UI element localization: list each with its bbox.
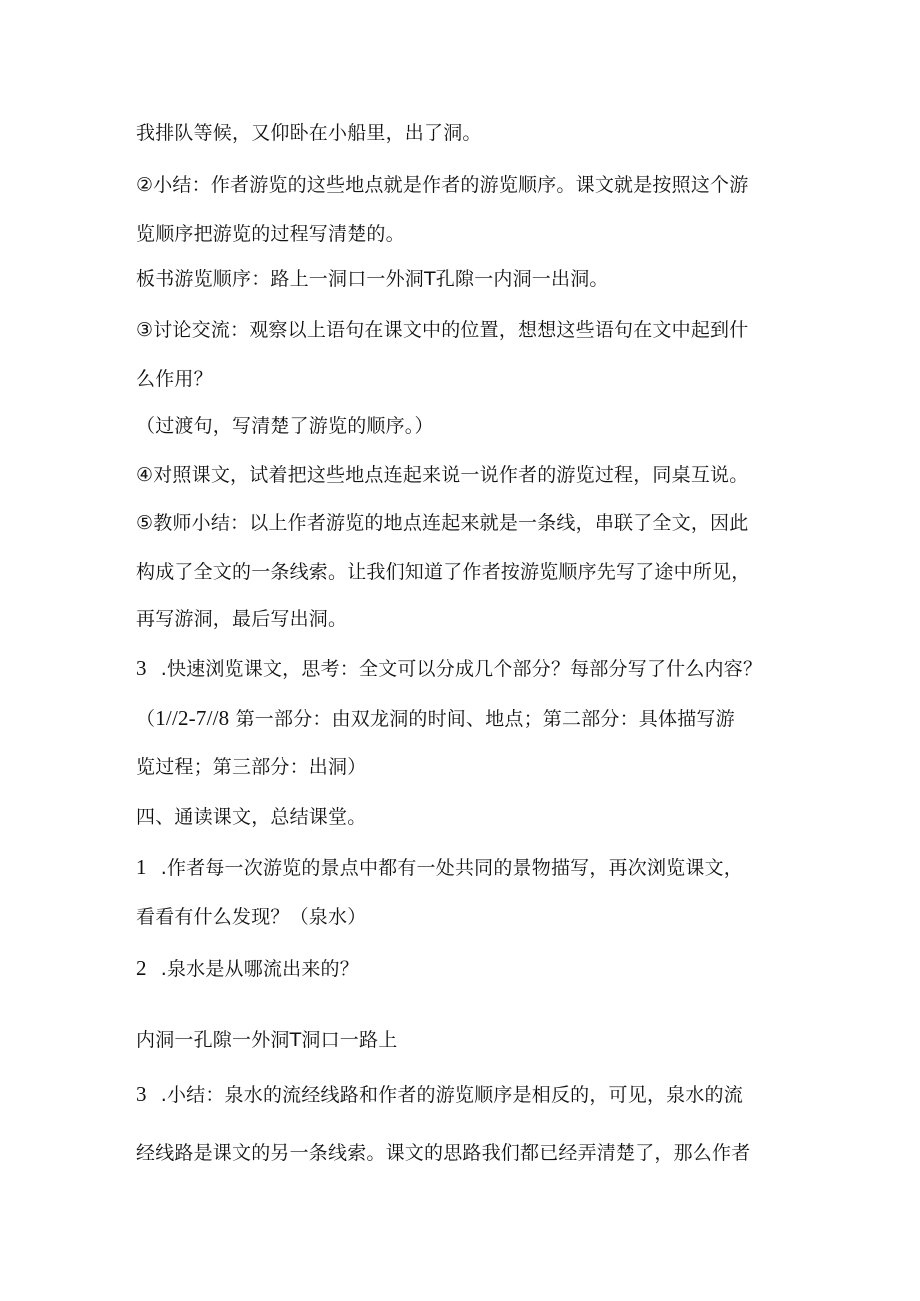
paragraph-line: 览过程；第三部分：出洞）	[136, 756, 367, 778]
item-number: 2	[136, 956, 147, 980]
numbered-item	[136, 855, 743, 880]
paragraph-line: 再写游洞，最后写出洞。	[136, 608, 348, 630]
numbered-item	[136, 956, 359, 981]
item-text: .泉水是从哪流出来的？	[160, 958, 359, 980]
paragraph-line: 么作用？	[136, 368, 213, 390]
paragraph-line: 我排队等候，又仰卧在小船里，出了洞。	[136, 122, 482, 144]
paragraph-line: 看看有什么发现？（泉水）	[136, 906, 367, 928]
numbered-item	[136, 1082, 743, 1107]
paragraph-line: 经线路是课文的另一条线索。课文的思路我们都已经弄清楚了，那么作者	[136, 1142, 751, 1164]
paragraph-line: ②小结：作者游览的这些地点就是作者的游览顺序。课文就是按照这个游	[136, 174, 749, 196]
paragraph-line: （过渡句，写清楚了游览的顺序。）	[136, 415, 434, 437]
paragraph-range: 1//2-7//8	[155, 706, 230, 730]
item-text: .作者每一次游览的景点中都有一处共同的景物描写，再次浏览课文，	[160, 857, 743, 879]
board-note-line: 内洞一孔隙一外洞T洞口一路上	[136, 1029, 398, 1051]
item-text: 第一部分：由双龙洞的时间、地点；第二部分：具体描写游	[235, 708, 735, 730]
paragraph-line: ⑤教师小结：以上作者游览的地点连起来就是一条线，串联了全文，因此	[136, 512, 749, 534]
paragraph-line	[136, 706, 735, 731]
paragraph-line: 构成了全文的一条线索。让我们知道了作者按游览顺序先写了途中所见，	[136, 561, 751, 583]
open-paren: （	[136, 708, 156, 730]
board-note-line: 板书游览顺序：路上一洞口一外洞T孔隙一内洞一出洞。	[136, 268, 609, 290]
paragraph-line: ④对照课文，试着把这些地点连起来说一说作者的游览过程，同桌互说。	[136, 464, 749, 486]
item-text: .快速浏览课文，思考：全文可以分成几个部分？每部分写了什么内容？	[160, 658, 763, 680]
paragraph-line: 览顺序把游览的过程写清楚的。	[136, 223, 405, 245]
item-number: 3	[136, 656, 147, 680]
section-heading: 四、通读课文，总结课堂。	[136, 806, 367, 828]
item-number: 1	[136, 855, 147, 879]
paragraph-line: ③讨论交流：观察以上语句在课文中的位置，想想这些语句在文中起到什	[136, 319, 749, 341]
item-text: .小结：泉水的流经线路和作者的游览顺序是相反的，可见，泉水的流	[160, 1084, 743, 1106]
numbered-item	[136, 656, 762, 681]
item-number: 3	[136, 1082, 147, 1106]
